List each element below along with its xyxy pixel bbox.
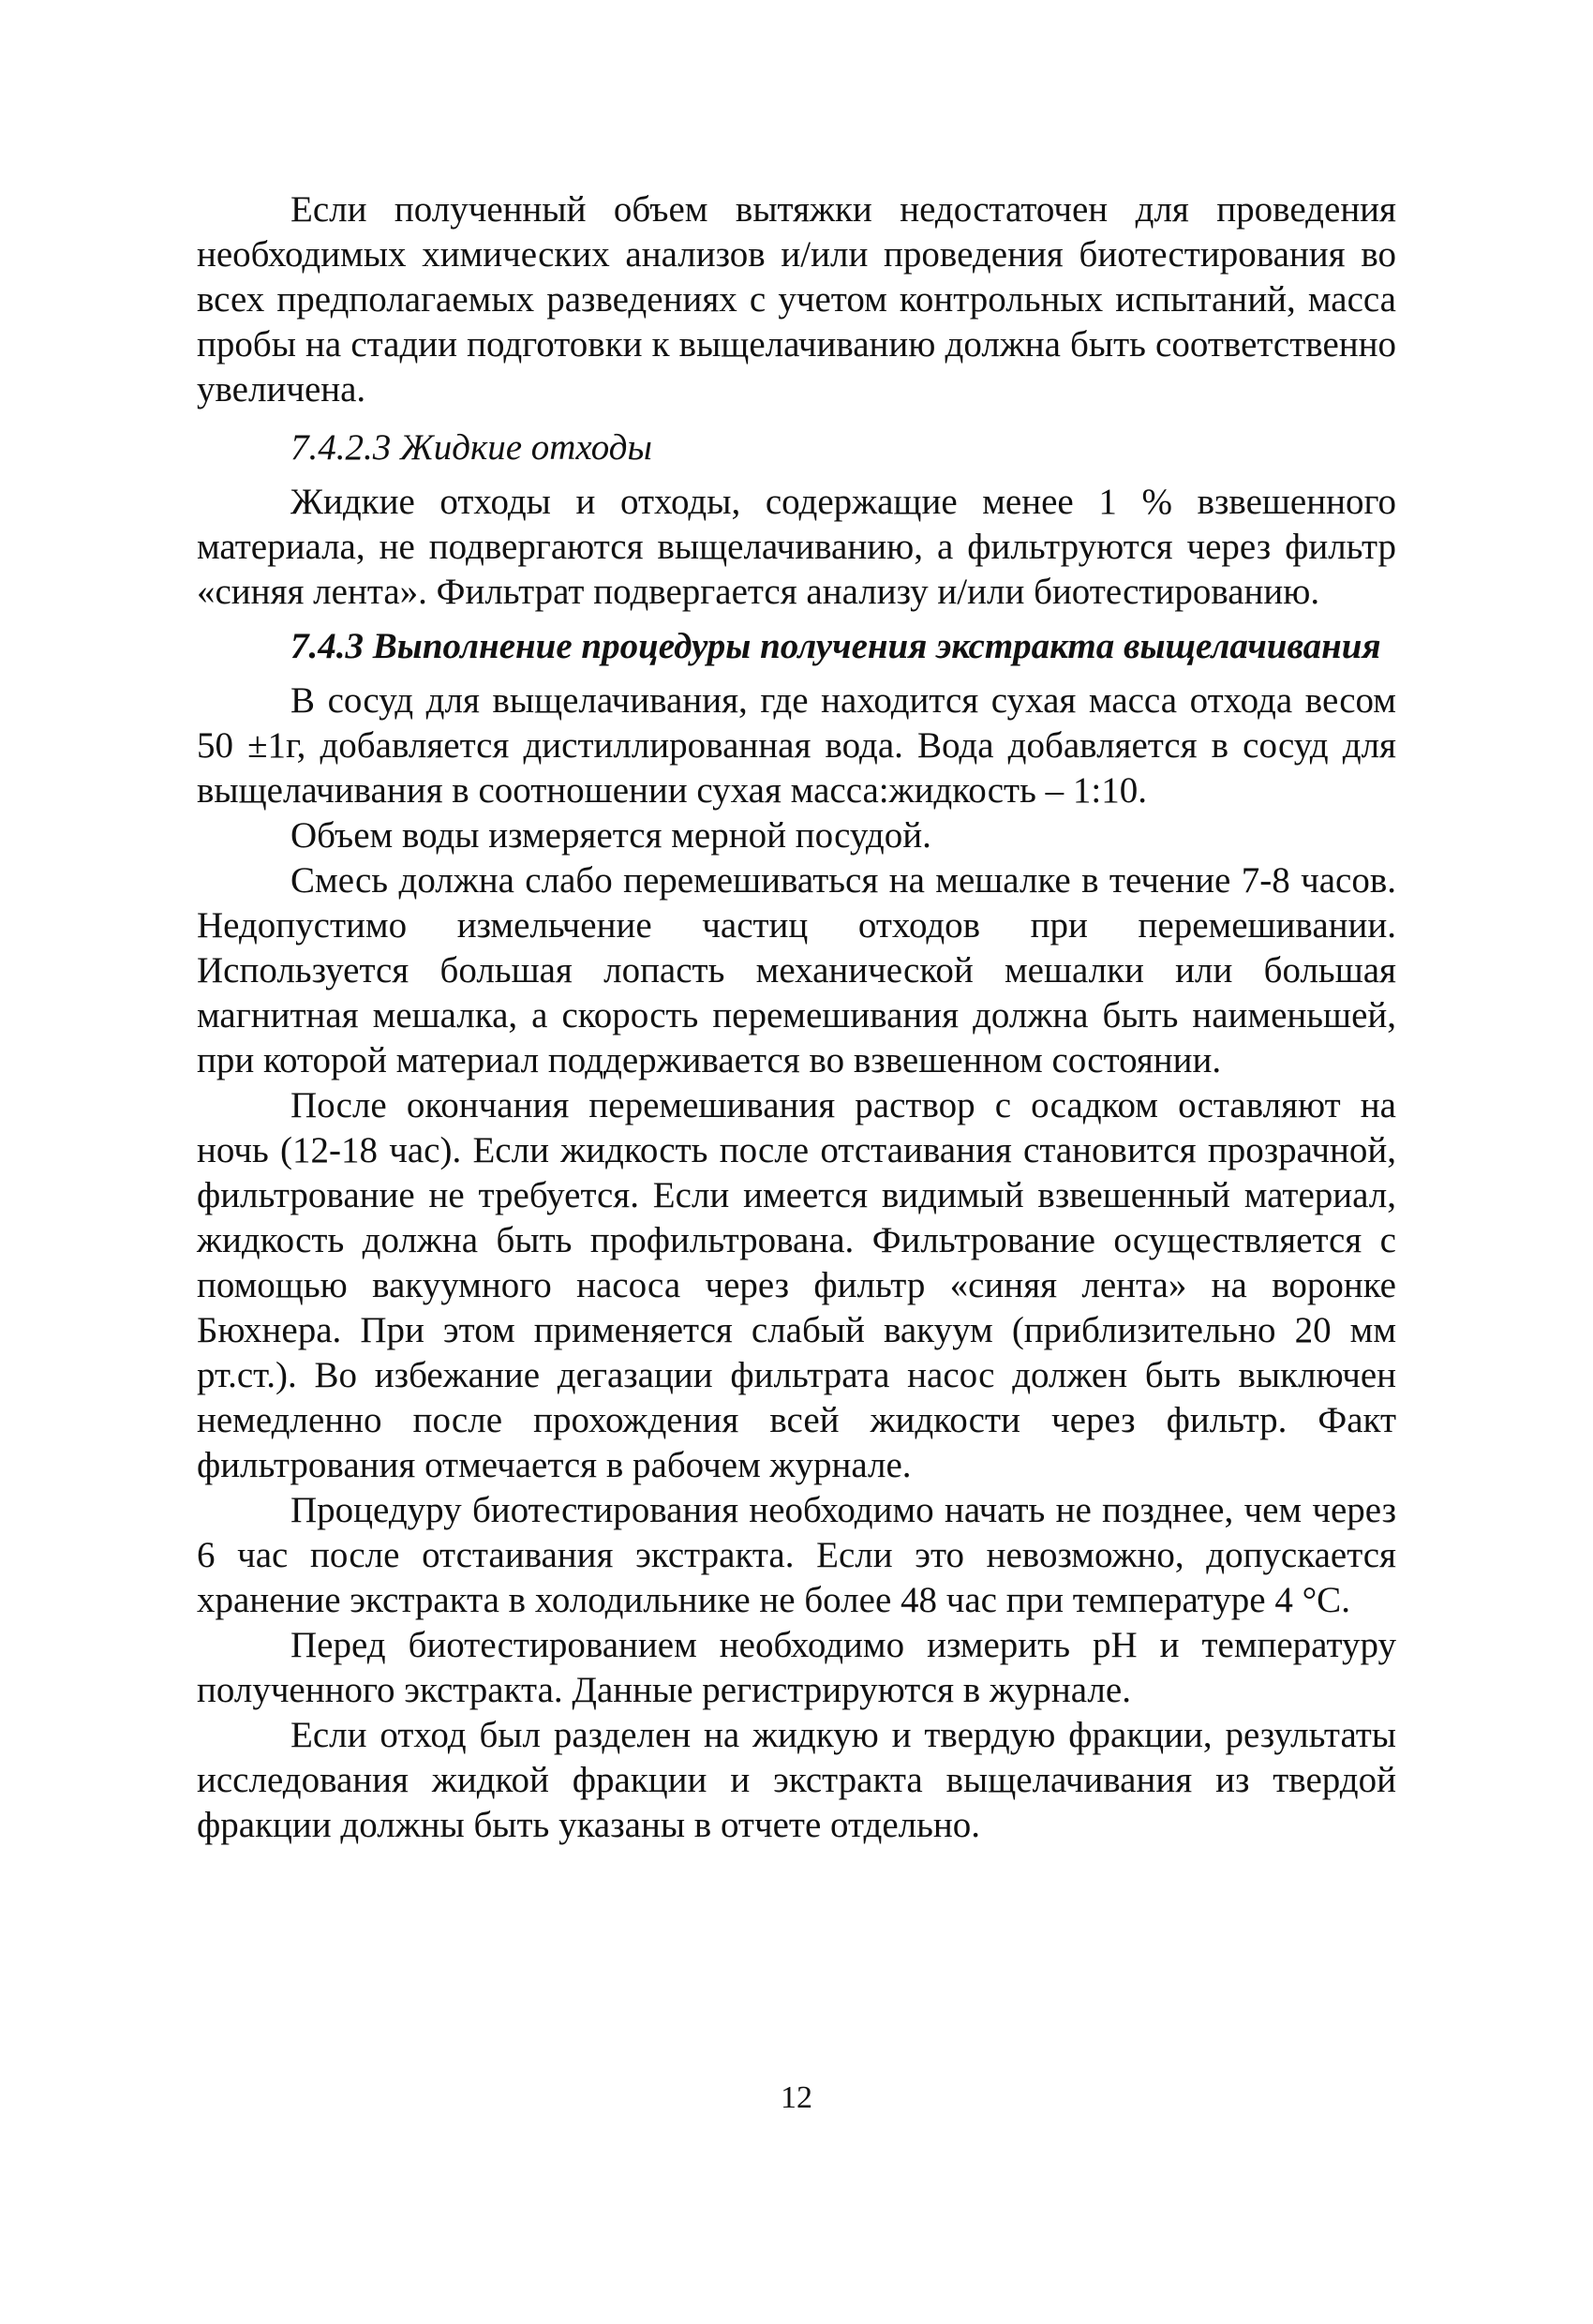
section-heading-liquid-waste: 7.4.2.3 Жидкие отходы (290, 427, 652, 468)
page-body (197, 187, 1396, 1848)
paragraph-liquid-waste: Жидкие отходы и отходы, содержащие менее 1 % взвешенного материала, не подвергаются выщелачиванию, а фильтруются через фильтр «синяя лента». Фильтрат подвергается анализу и/или биотестированию. (197, 482, 1396, 612)
paragraph-filtration: После окончания перемешивания раствор с осадком оставляют на ночь (12-18 час). Если жидкость после отстаивания становится прозрачной, фильтрование не требуется. Если имеется видимый взвешенный материал, жидкость должна быть профильтрована. Фильтрование осуществляется с помощью вакуумного насоса через фильтр «синяя лента» на воронке Бюхнера. При этом применяется слабый вакуум (приблизительно 20 мм рт.ст.). Во избежание дегазации фильтрата насос должен быть выключен немедленно после прохождения всей жидкости через фильтр. Факт фильтрования отмечается в рабочем журнале. (197, 1085, 1396, 1485)
paragraph-ph-measurement: Перед биотестированием необходимо измерить pH и температуру полученного экстракта. Данные регистрируются в журнале. (197, 1625, 1396, 1710)
paragraph-sample-volume: Если полученный объем вытяжки недостаточен для проведения необходимых химических анализов и/или проведения биотестирования во всех предполагаемых разведениях с учетом контрольных испытаний, масса пробы на стадии подготовки к выщелачиванию должна быть соответственно увеличена. (197, 189, 1396, 410)
paragraph-fraction-results: Если отход был разделен на жидкую и твердую фракции, результаты исследования жидкой фракции и экстракта выщелачивания из твердой фракции должны быть указаны в отчете отдельно. (197, 1715, 1396, 1845)
paragraph-biotesting-start: Процедуру биотестирования необходимо начать не позднее, чем через 6 час после отстаивания экстракта. Если это невозможно, допускается хранение экстракта в холодильнике не более 48 час при температуре 4 °С. (197, 1490, 1396, 1620)
paragraph-leaching-vessel: В сосуд для выщелачивания, где находится сухая масса отхода весом 50 ±1г, добавляется дистиллированная вода. Вода добавляется в сосуд для выщелачивания в соотношении сухая масса:жидкость – 1:10. (197, 680, 1396, 811)
page-number: 12 (781, 2080, 812, 2115)
section-heading-extraction-procedure: 7.4.3 Выполнение процедуры получения экстракта выщелачивания (290, 626, 1381, 666)
paragraph-mixing: Смесь должна слабо перемешиваться на мешалке в течение 7-8 часов. Недопустимо измельчение частиц отходов при перемешивании. Используется большая лопасть механической мешалки или большая магнитная мешалка, а скорость перемешивания должна быть наименьшей, при которой материал поддерживается во взвешенном состоянии. (197, 860, 1396, 1080)
paragraph-water-volume: Объем воды измеряется мерной посудой. (290, 815, 931, 856)
